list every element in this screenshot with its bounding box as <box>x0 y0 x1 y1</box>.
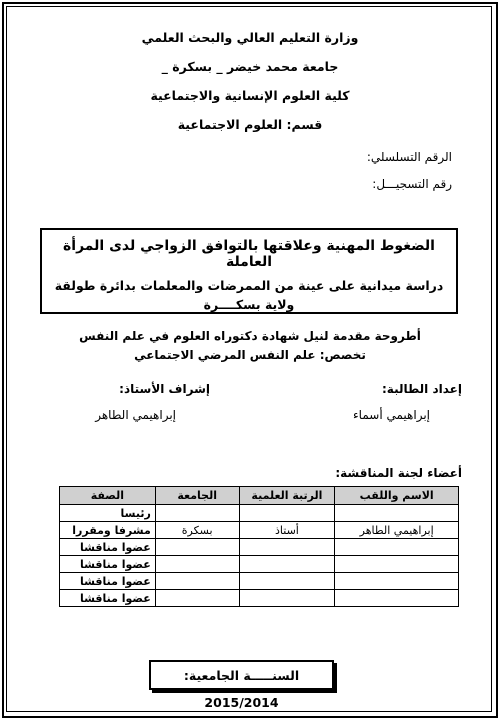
member-university: بسكرة <box>155 522 239 539</box>
column-header-rank: الرتبة العلمية <box>239 487 335 505</box>
committee-header-row <box>60 487 459 505</box>
thesis-subtitle-line2: ولاية بسكــــرة <box>203 297 295 312</box>
member-rank <box>239 539 335 556</box>
member-rank <box>239 590 335 607</box>
committee-table <box>59 486 459 607</box>
member-role: عضوا مناقشا <box>60 539 156 556</box>
member-university <box>155 505 239 522</box>
student-name: إبراهيمي أسماء <box>353 408 430 422</box>
table-row <box>60 505 459 522</box>
thesis-subtitle-line1: دراسة ميدانية على عينة من الممرضات والمعلمات بدائرة طولقة <box>54 278 444 293</box>
thesis-main-title: الضغوط المهنية وعلاقتها بالتوافق الزواجي لدى المرأة العاملة <box>63 238 435 270</box>
registration-number-label: رقم التسجيـــل: <box>372 177 452 191</box>
member-university <box>155 556 239 573</box>
table-row <box>60 556 459 573</box>
member-role: رئيسا <box>60 505 156 522</box>
column-header-name: الاسم واللقب <box>335 487 459 505</box>
academic-year-box <box>149 660 334 710</box>
academic-year-label: السنـــــة الجامعية: <box>183 668 300 683</box>
member-role: عضوا مناقشا <box>60 590 156 607</box>
table-row <box>60 539 459 556</box>
member-university <box>155 590 239 607</box>
member-rank <box>239 573 335 590</box>
department-name: قسم: العلوم الاجتماعية <box>177 117 323 132</box>
supervisor-label: إشراف الأستاذ: <box>119 382 210 396</box>
member-name <box>335 590 459 607</box>
member-university <box>155 573 239 590</box>
member-role: مشرفا ومقررا <box>60 522 156 539</box>
member-name <box>335 556 459 573</box>
member-name <box>335 505 459 522</box>
student-label: إعداد الطالبة: <box>382 382 462 396</box>
table-row <box>60 573 459 590</box>
thesis-purpose: أطروحة مقدمة لنيل شهادة دكتوراه العلوم في علم النفس <box>79 329 421 343</box>
committee-label: أعضاء لجنة المناقشة: <box>335 466 462 480</box>
university-name: جامعة محمد خيضر _ بسكرة _ <box>161 59 339 74</box>
serial-number-label: الرقم التسلسلي: <box>366 150 452 164</box>
academic-year-value: 2015/2014 <box>204 695 279 710</box>
member-rank <box>239 505 335 522</box>
thesis-title-box <box>40 228 458 314</box>
ministry-name: وزارة التعليم العالي والبحث العلمي <box>141 30 359 45</box>
member-rank <box>239 556 335 573</box>
member-role: عضوا مناقشا <box>60 556 156 573</box>
member-name: إبراهيمي الطاهر <box>335 522 459 539</box>
thesis-specialty: تخصص: علم النفس المرضي الاجتماعي <box>134 348 366 362</box>
faculty-name: كلية العلوم الإنسانية والاجتماعية <box>150 88 350 103</box>
table-row <box>60 590 459 607</box>
member-role: عضوا مناقشا <box>60 573 156 590</box>
column-header-role: الصفة <box>60 487 156 505</box>
member-rank: أستاذ <box>239 522 335 539</box>
member-name <box>335 573 459 590</box>
table-row <box>60 522 459 539</box>
member-name <box>335 539 459 556</box>
supervisor-name: إبراهيمي الطاهر <box>95 408 176 422</box>
column-header-university: الجامعة <box>155 487 239 505</box>
member-university <box>155 539 239 556</box>
